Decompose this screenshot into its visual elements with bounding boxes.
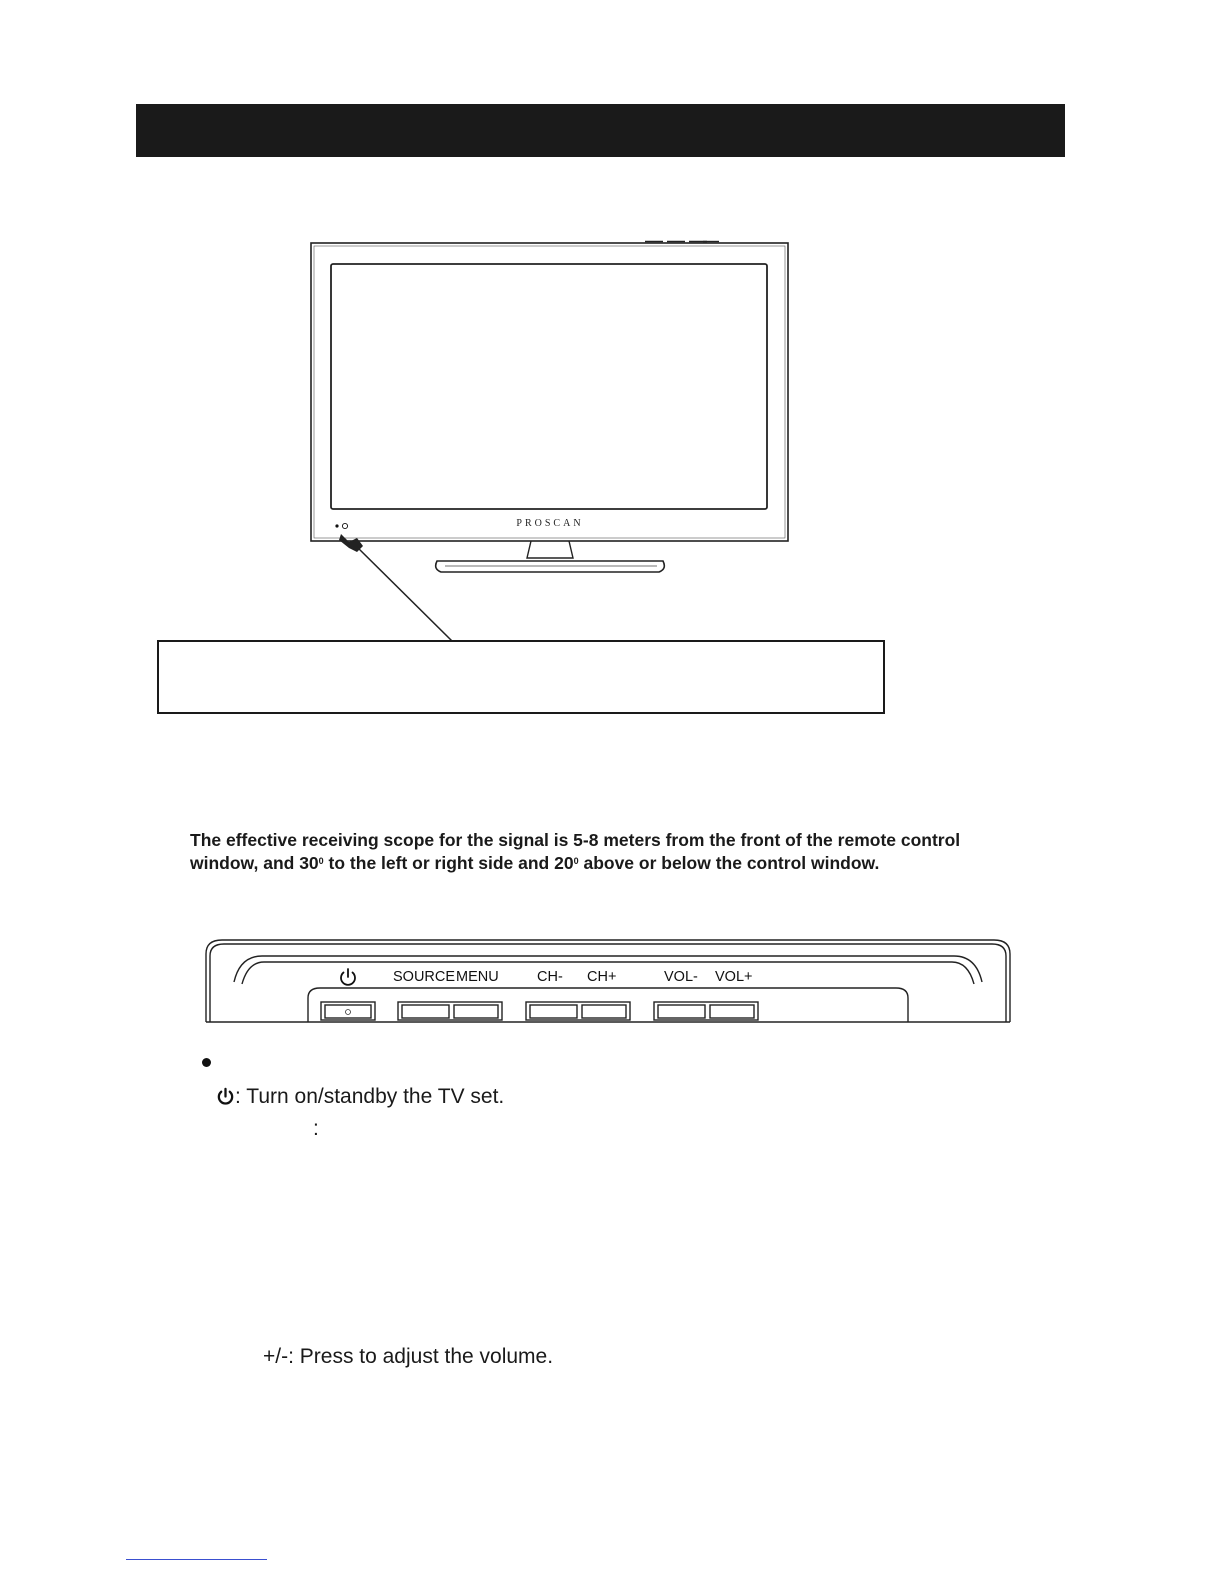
signal-note-part1: The effective receiving scope for the signal is 5-8 meters from the front of the remote control window, and 30: [190, 830, 961, 873]
vol-plus-button[interactable]: [710, 1005, 754, 1018]
ch-plus-button[interactable]: [582, 1005, 626, 1018]
label-vol-plus: VOL+: [715, 969, 753, 985]
signal-note-part2: to the left or right side and 20: [323, 853, 574, 873]
signal-range-note: [190, 829, 990, 875]
ch-minus-button[interactable]: [530, 1005, 577, 1018]
vol-minus-button[interactable]: [658, 1005, 705, 1018]
tv-drawing: [305, 236, 795, 581]
menu-button[interactable]: [454, 1005, 498, 1018]
section-header-bar: [136, 104, 1065, 157]
label-ch-minus: CH-: [537, 969, 563, 985]
remote-sensor-callout-box: [157, 640, 885, 714]
label-source: SOURCE: [393, 969, 456, 985]
volume-description: +/-: Press to adjust the volume.: [263, 1345, 554, 1368]
power-led-icon: [346, 1010, 351, 1015]
panel-power-icon: [341, 969, 355, 985]
degree-mark-2: 0: [573, 856, 579, 866]
tv-stand-neck: [527, 541, 573, 558]
control-panel-illustration: [204, 938, 1012, 1024]
degree-mark-1: 0: [318, 856, 324, 866]
power-button[interactable]: [321, 1002, 375, 1020]
power-icon: [216, 1087, 235, 1106]
signal-note-part3: above or below the control window.: [578, 853, 880, 873]
tv-front-illustration: [305, 236, 795, 581]
brand-logo: PROSCAN: [516, 518, 584, 529]
description-colon: :: [313, 1117, 319, 1140]
tv-screen: [331, 264, 767, 509]
footer-rule: [126, 1559, 267, 1560]
label-ch-plus: CH+: [587, 969, 617, 985]
source-button[interactable]: [402, 1005, 449, 1018]
tv-stand-base: [436, 561, 665, 572]
power-description-text: : Turn on/standby the TV set.: [235, 1085, 505, 1108]
label-vol-minus: VOL-: [664, 969, 698, 985]
bullet-icon: [202, 1058, 211, 1067]
power-description: [216, 1085, 504, 1109]
label-menu: MENU: [456, 969, 499, 985]
